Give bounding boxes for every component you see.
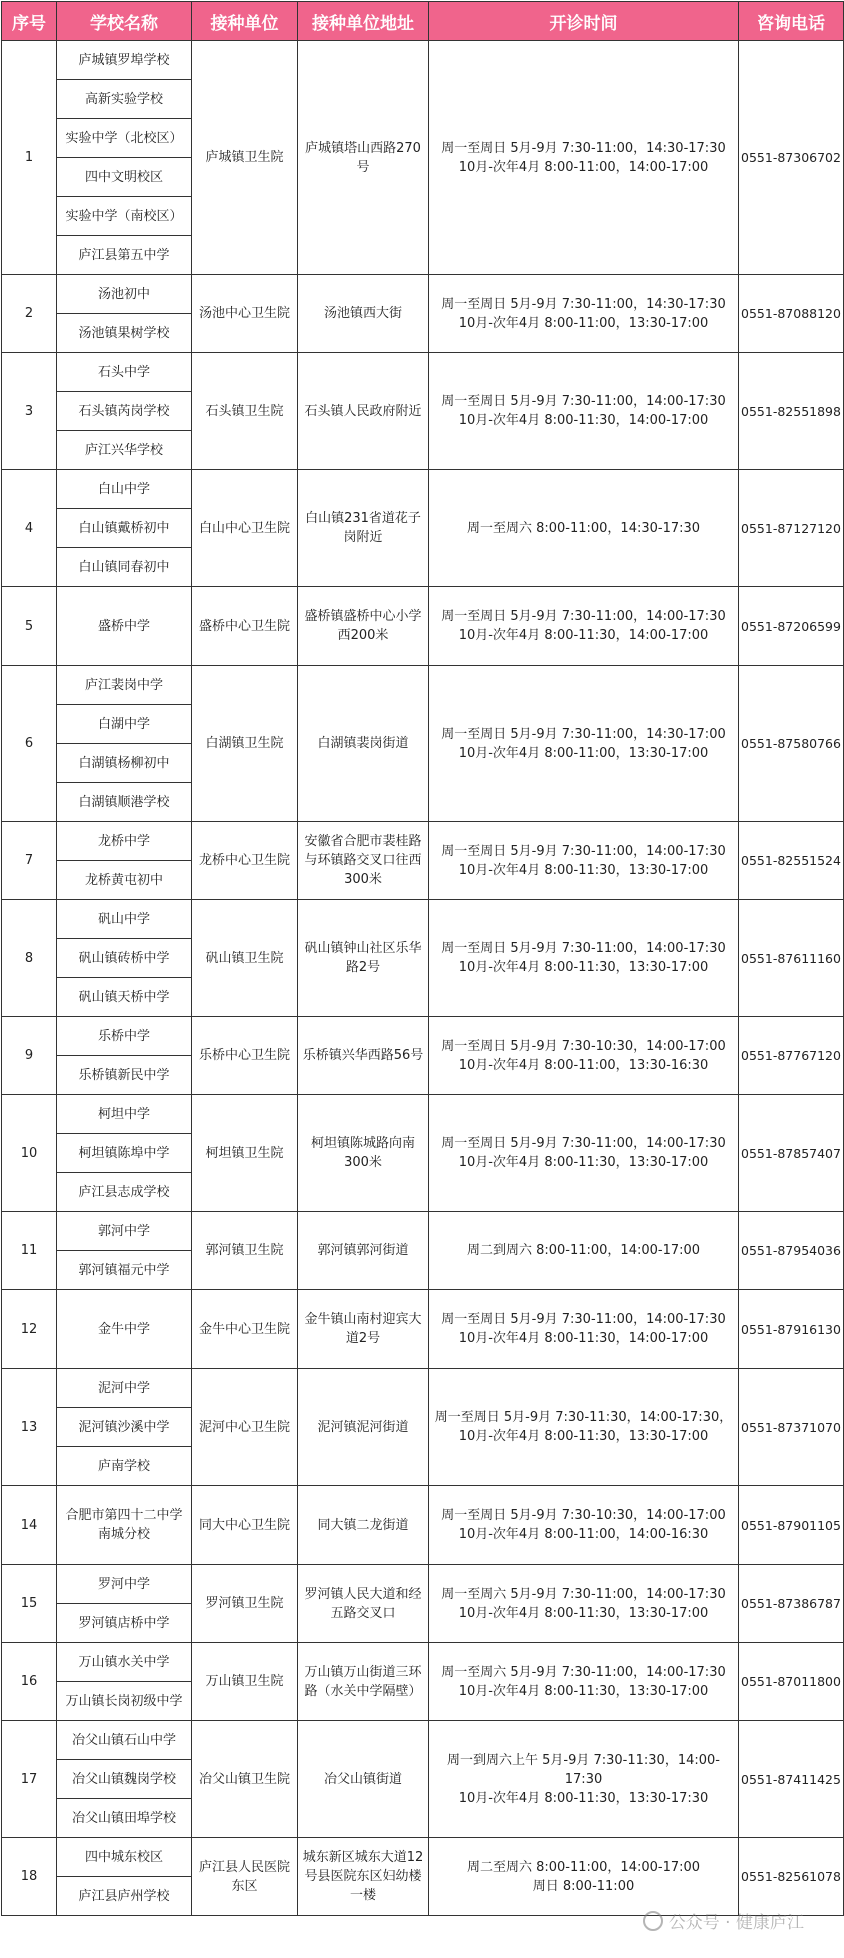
table-row [2,1369,844,1408]
row-number: 4 [2,470,57,587]
school-name: 矾山中学 [57,900,192,939]
vaccination-unit: 庐城镇卫生院 [192,41,298,275]
phone-number: 0551-82551898 [739,353,844,470]
unit-address: 盛桥镇盛桥中心小学西200米 [298,587,429,666]
phone-number: 0551-87206599 [739,587,844,666]
clinic-hours: 周一至周日 5月-9月 7:30-10:30，14:00-17:00 10月-次年4月 8:00-11:00，13:30-16:30 [429,1017,739,1095]
row-number: 12 [2,1290,57,1369]
vaccination-unit: 罗河镇卫生院 [192,1565,298,1643]
school-name: 冶父山镇石山中学 [57,1721,192,1760]
school-name: 庐城镇罗埠学校 [57,41,192,80]
vaccination-unit: 汤池中心卫生院 [192,275,298,353]
watermark-text: 公众号 · 健康庐江 [668,1913,804,1933]
school-name: 罗河中学 [57,1565,192,1604]
phone-number: 0551-87011800 [739,1643,844,1721]
row-number: 3 [2,353,57,470]
row-number: 16 [2,1643,57,1721]
table-row [2,900,844,939]
unit-address: 庐城镇塔山西路270号 [298,41,429,275]
header-phone: 咨询电话 [739,2,844,41]
row-number: 17 [2,1721,57,1838]
header-number: 序号 [2,2,57,41]
school-name: 万山镇长岗初级中学 [57,1682,192,1721]
row-number: 2 [2,275,57,353]
phone-number: 0551-87088120 [739,275,844,353]
vaccination-unit: 万山镇卫生院 [192,1643,298,1721]
header-school: 学校名称 [57,2,192,41]
table-row [2,1095,844,1134]
row-number: 6 [2,666,57,822]
unit-address: 冶父山镇街道 [298,1721,429,1838]
school-name: 白湖镇顺港学校 [57,783,192,822]
row-number: 18 [2,1838,57,1916]
vaccination-unit: 龙桥中心卫生院 [192,822,298,900]
row-number: 13 [2,1369,57,1486]
vaccination-unit: 白湖镇卫生院 [192,666,298,822]
vaccination-unit: 乐桥中心卫生院 [192,1017,298,1095]
phone-number: 0551-87901105 [739,1486,844,1565]
school-name: 龙桥黄屯初中 [57,861,192,900]
row-number: 11 [2,1212,57,1290]
school-name: 万山镇水关中学 [57,1643,192,1682]
school-name: 汤池初中 [57,275,192,314]
vaccination-unit: 同大中心卫生院 [192,1486,298,1565]
vaccination-unit: 庐江县人民医院东区 [192,1838,298,1916]
table-row [2,1643,844,1682]
school-name: 郭河中学 [57,1212,192,1251]
school-name: 矾山镇砖桥中学 [57,939,192,978]
school-name: 庐江县志成学校 [57,1173,192,1212]
clinic-hours: 周一至周日 5月-9月 7:30-11:00，14:00-17:30 10月-次年4月 8:00-11:30，14:00-17:00 [429,353,739,470]
unit-address: 同大镇二龙街道 [298,1486,429,1565]
clinic-hours: 周一至周日 5月-9月 7:30-11:00，14:00-17:30 10月-次年4月 8:00-11:30，13:30-17:00 [429,822,739,900]
table-row [2,353,844,392]
phone-number: 0551-87767120 [739,1017,844,1095]
school-name: 庐江兴华学校 [57,431,192,470]
header-unit: 接种单位 [192,2,298,41]
unit-address: 泥河镇泥河街道 [298,1369,429,1486]
row-number: 10 [2,1095,57,1212]
school-name: 石头中学 [57,353,192,392]
vaccination-unit: 金牛中心卫生院 [192,1290,298,1369]
clinic-hours: 周一至周六 5月-9月 7:30-11:00，14:00-17:30 10月-次年4月 8:00-11:30，13:30-17:00 [429,1565,739,1643]
phone-number: 0551-87306702 [739,41,844,275]
school-name: 白山镇戴桥初中 [57,509,192,548]
phone-number: 0551-82561078 [739,1838,844,1916]
table-row [2,822,844,861]
unit-address: 乐桥镇兴华西路56号 [298,1017,429,1095]
phone-number: 0551-87580766 [739,666,844,822]
school-name: 实验中学（北校区） [57,119,192,158]
school-name: 石头镇芮岗学校 [57,392,192,431]
school-name: 乐桥镇新民中学 [57,1056,192,1095]
table-row [2,666,844,705]
school-name: 泥河镇沙溪中学 [57,1408,192,1447]
school-name: 盛桥中学 [57,587,192,666]
school-name: 冶父山镇魏岗学校 [57,1760,192,1799]
table-header-row [2,2,844,41]
vaccination-schedule-table [1,1,844,1916]
school-name: 郭河镇福元中学 [57,1251,192,1290]
vaccination-unit: 矾山镇卫生院 [192,900,298,1017]
school-name: 四中文明校区 [57,158,192,197]
clinic-hours: 周一至周日 5月-9月 7:30-11:00，14:30-17:30 10月-次年4月 8:00-11:00，14:00-17:00 [429,41,739,275]
row-number: 8 [2,900,57,1017]
school-name: 柯坦中学 [57,1095,192,1134]
phone-number: 0551-82551524 [739,822,844,900]
school-name: 高新实验学校 [57,80,192,119]
vaccination-unit: 白山中心卫生院 [192,470,298,587]
unit-address: 万山镇万山街道三环路（水关中学隔壁） [298,1643,429,1721]
school-name: 四中城东校区 [57,1838,192,1877]
school-name: 白湖镇杨柳初中 [57,744,192,783]
school-name: 庐江裴岗中学 [57,666,192,705]
row-number: 7 [2,822,57,900]
phone-number: 0551-87916130 [739,1290,844,1369]
school-name: 庐南学校 [57,1447,192,1486]
clinic-hours: 周一至周日 5月-9月 7:30-11:00，14:00-17:30 10月-次年4月 8:00-11:30，13:30-17:00 [429,900,739,1017]
unit-address: 罗河镇人民大道和经五路交叉口 [298,1565,429,1643]
clinic-hours: 周一至周日 5月-9月 7:30-11:00，14:30-17:30 10月-次年4月 8:00-11:00，13:30-17:00 [429,275,739,353]
row-number: 15 [2,1565,57,1643]
unit-address: 汤池镇西大街 [298,275,429,353]
vaccination-unit: 石头镇卫生院 [192,353,298,470]
phone-number: 0551-87127120 [739,470,844,587]
phone-number: 0551-87411425 [739,1721,844,1838]
school-name: 庐江县第五中学 [57,236,192,275]
clinic-hours: 周一至周日 5月-9月 7:30-10:30，14:00-17:00 10月-次年4月 8:00-11:00，14:00-16:30 [429,1486,739,1565]
school-name: 泥河中学 [57,1369,192,1408]
row-number: 5 [2,587,57,666]
table-row [2,1212,844,1251]
phone-number: 0551-87386787 [739,1565,844,1643]
clinic-hours: 周一至周日 5月-9月 7:30-11:00，14:00-17:30 10月-次年4月 8:00-11:30，14:00-17:00 [429,587,739,666]
unit-address: 安徽省合肥市裴桂路与环镇路交叉口往西300米 [298,822,429,900]
row-number: 14 [2,1486,57,1565]
vaccination-unit: 柯坦镇卫生院 [192,1095,298,1212]
table-row [2,41,844,80]
table-row [2,1721,844,1760]
header-address: 接种单位地址 [298,2,429,41]
phone-number: 0551-87611160 [739,900,844,1017]
school-name: 庐江县庐州学校 [57,1877,192,1916]
header-hours: 开诊时间 [429,2,739,41]
vaccination-unit: 泥河中心卫生院 [192,1369,298,1486]
unit-address: 白湖镇裴岗街道 [298,666,429,822]
school-name: 白山中学 [57,470,192,509]
unit-address: 金牛镇山南村迎宾大道2号 [298,1290,429,1369]
school-name: 冶父山镇田埠学校 [57,1799,192,1838]
vaccination-unit: 盛桥中心卫生院 [192,587,298,666]
clinic-hours: 周一至周日 5月-9月 7:30-11:00，14:30-17:00 10月-次年4月 8:00-11:00，13:30-17:00 [429,666,739,822]
school-name: 合肥市第四十二中学南城分校 [57,1486,192,1565]
school-name: 龙桥中学 [57,822,192,861]
table-row [2,275,844,314]
phone-number: 0551-87954036 [739,1212,844,1290]
unit-address: 郭河镇郭河街道 [298,1212,429,1290]
clinic-hours: 周一至周日 5月-9月 7:30-11:00，14:00-17:30 10月-次年4月 8:00-11:30，13:30-17:00 [429,1095,739,1212]
school-name: 白山镇同春初中 [57,548,192,587]
school-name: 汤池镇果树学校 [57,314,192,353]
unit-address: 石头镇人民政府附近 [298,353,429,470]
table-row [2,1565,844,1604]
unit-address: 城东新区城东大道12号县医院东区妇幼楼一楼 [298,1838,429,1916]
phone-number: 0551-87857407 [739,1095,844,1212]
unit-address: 白山镇231省道花子岗附近 [298,470,429,587]
table-body [2,41,844,1916]
vaccination-unit: 冶父山镇卫生院 [192,1721,298,1838]
table-row [2,1838,844,1877]
school-name: 矾山镇天桥中学 [57,978,192,1017]
clinic-hours: 周二到周六 8:00-11:00，14:00-17:00 [429,1212,739,1290]
clinic-hours: 周一至周日 5月-9月 7:30-11:30，14:00-17:30， 10月-次年4月 8:00-11:30，13:30-17:00 [429,1369,739,1486]
school-name: 罗河镇店桥中学 [57,1604,192,1643]
row-number: 9 [2,1017,57,1095]
table-row [2,1017,844,1056]
phone-number: 0551-87371070 [739,1369,844,1486]
school-name: 乐桥中学 [57,1017,192,1056]
school-name: 实验中学（南校区） [57,197,192,236]
clinic-hours: 周二至周六 8:00-11:00，14:00-17:00 周日 8:00-11:00 [429,1838,739,1916]
unit-address: 矾山镇钟山社区乐华路2号 [298,900,429,1017]
unit-address: 柯坦镇陈城路向南300米 [298,1095,429,1212]
school-name: 金牛中学 [57,1290,192,1369]
vaccination-unit: 郭河镇卫生院 [192,1212,298,1290]
row-number: 1 [2,41,57,275]
school-name: 白湖中学 [57,705,192,744]
clinic-hours: 周一至周日 5月-9月 7:30-11:00，14:00-17:30 10月-次年4月 8:00-11:30，14:00-17:00 [429,1290,739,1369]
school-name: 柯坦镇陈埠中学 [57,1134,192,1173]
table-row [2,470,844,509]
clinic-hours: 周一至周六 5月-9月 7:30-11:00，14:00-17:30 10月-次年4月 8:00-11:30，13:30-17:00 [429,1643,739,1721]
clinic-hours: 周一到周六上午 5月-9月 7:30-11:30，14:00-17:30 10月-次年4月 8:00-11:30，13:30-17:30 [429,1721,739,1838]
clinic-hours: 周一至周六 8:00-11:00，14:30-17:30 [429,470,739,587]
